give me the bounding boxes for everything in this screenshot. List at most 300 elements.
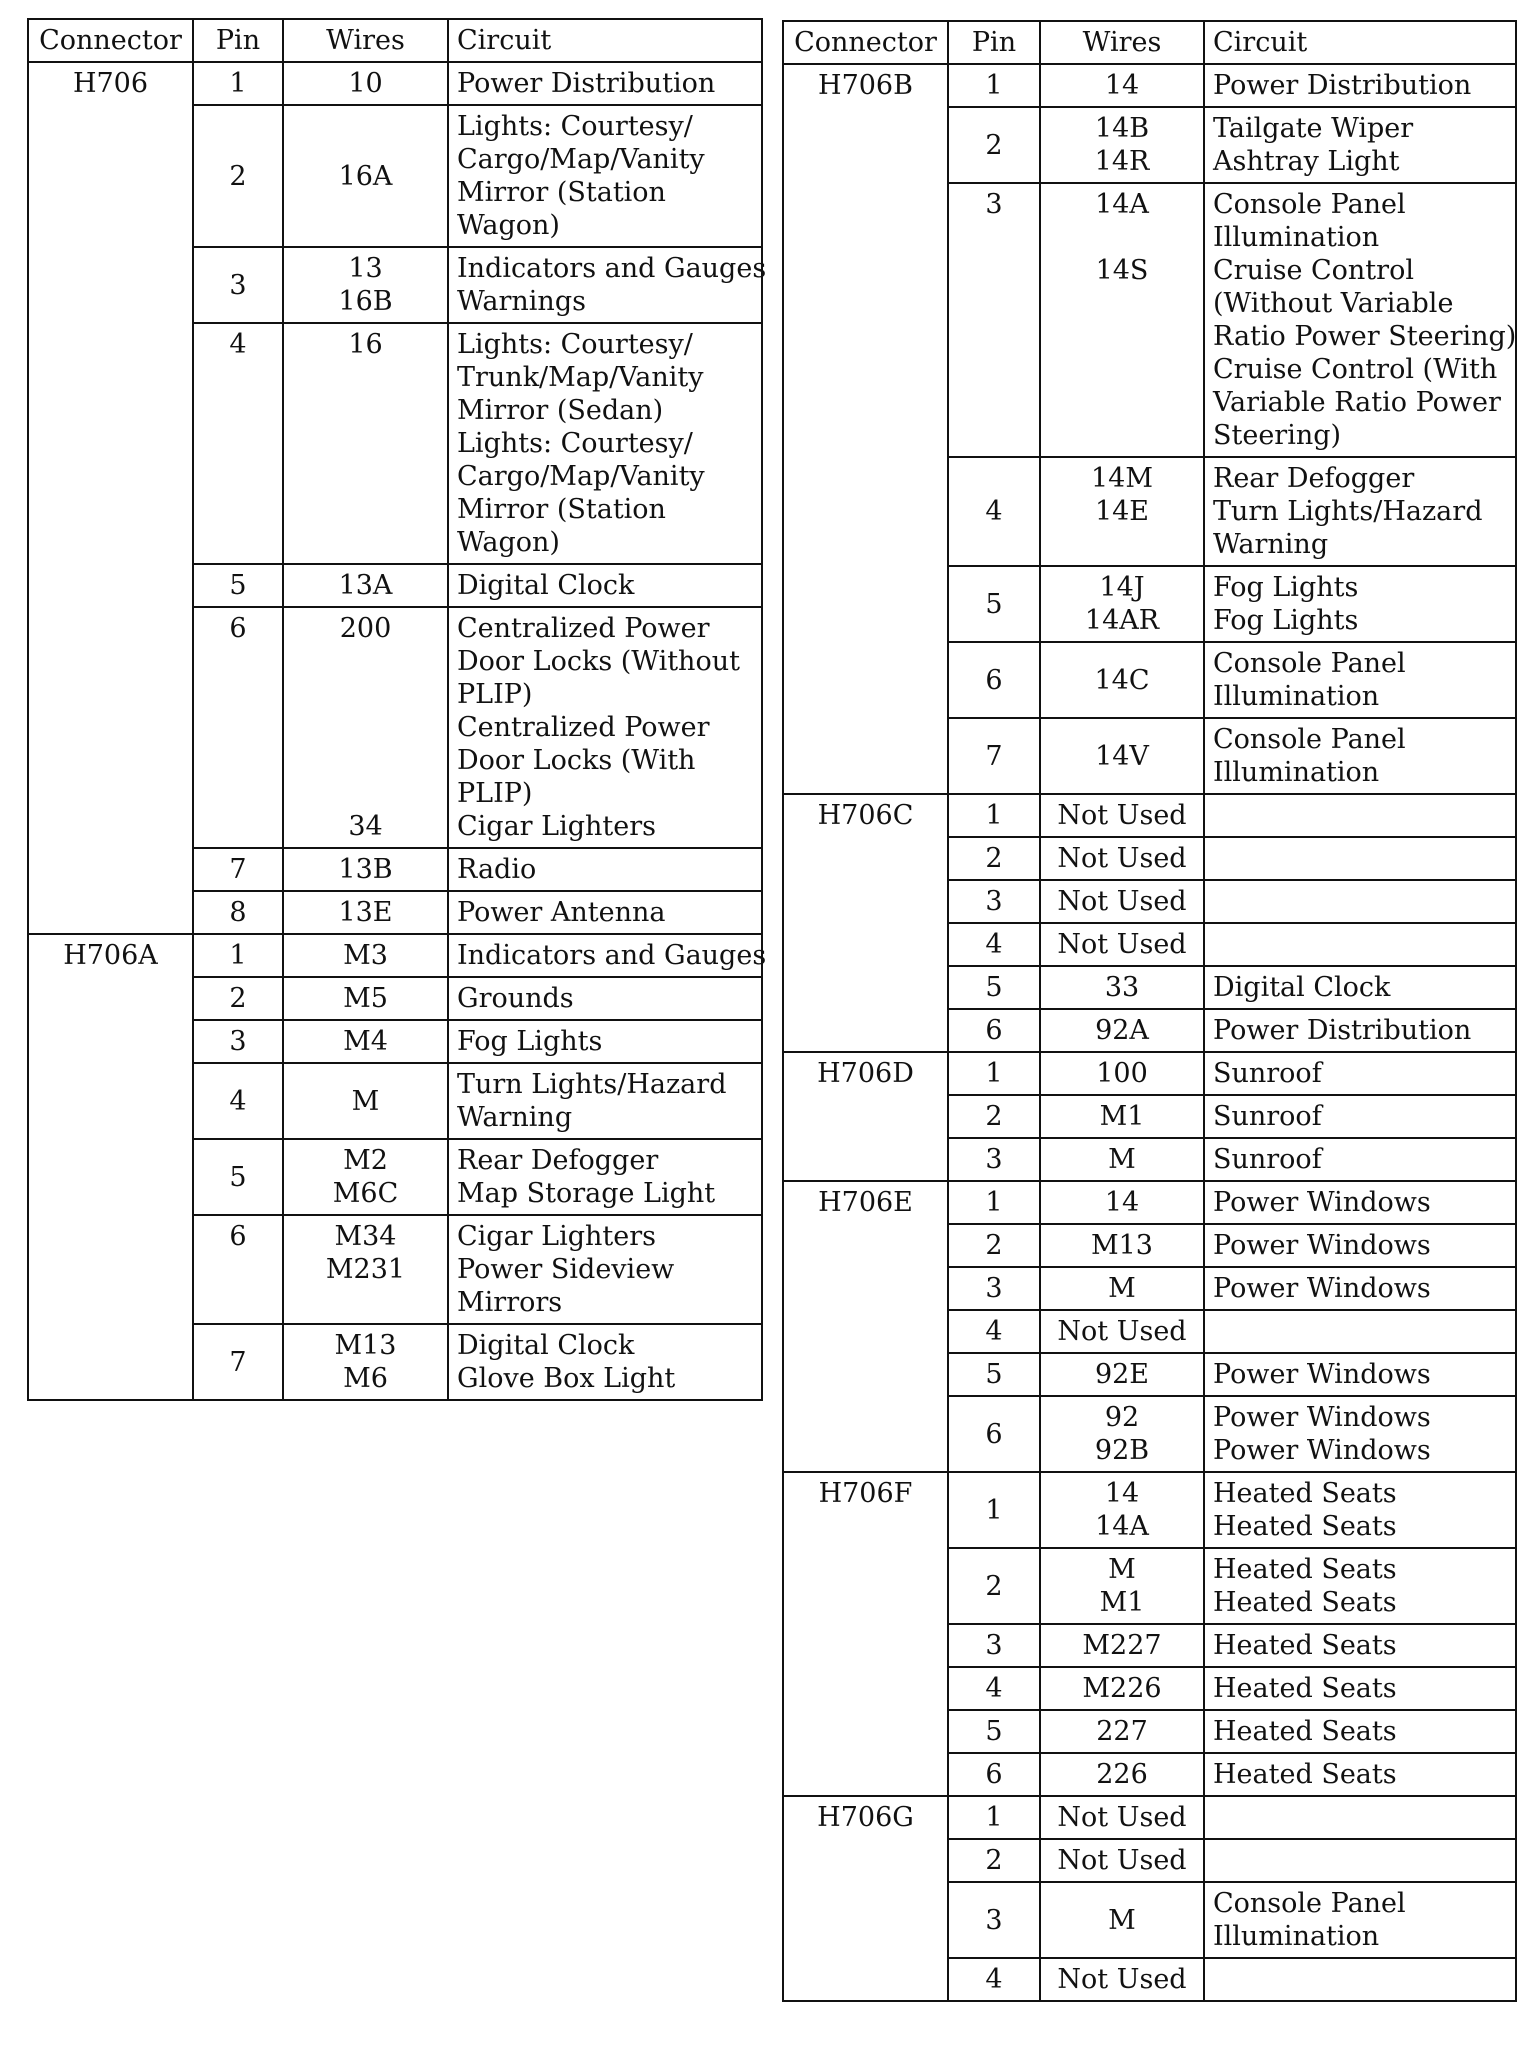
connector-label: H706B (783, 64, 948, 794)
circuit-line: Illumination (1213, 222, 1380, 253)
circuit-cell (1204, 642, 1516, 718)
circuit-cell (448, 62, 762, 105)
connector-label: H706 (28, 62, 193, 934)
wire-code: 92B (1094, 1435, 1150, 1466)
pin-number: 5 (193, 564, 283, 607)
wire-cell (283, 62, 448, 105)
pin-number: 2 (948, 1224, 1040, 1267)
circuit-line: Power Distribution (1213, 1015, 1472, 1046)
pin-number: 1 (948, 794, 1040, 837)
circuit-cell (1204, 1882, 1516, 1958)
pin-number: 3 (948, 1882, 1040, 1958)
circuit-cell (1204, 107, 1516, 183)
wire-cell (1040, 966, 1204, 1009)
wire-cell (1040, 1138, 1204, 1181)
circuit-cell (448, 848, 762, 891)
pin-number: 7 (948, 718, 1040, 794)
pin-number: 1 (948, 64, 1040, 107)
spacer (292, 777, 439, 810)
circuit-cell (1204, 1396, 1516, 1472)
circuit-line: Centralized Power (457, 712, 710, 743)
pin-number: 2 (948, 1839, 1040, 1882)
pin-number: 6 (948, 1009, 1040, 1052)
pin-number: 1 (193, 934, 283, 977)
circuit-line: Digital Clock (457, 570, 635, 601)
circuit-line: Mirror (Station (457, 177, 666, 208)
circuit-line: Cigar Lighters (457, 1221, 656, 1252)
wire-cell (283, 934, 448, 977)
circuit-cell (448, 1063, 762, 1139)
wire-code: 92E (1094, 1359, 1150, 1390)
wire-code: M13 (334, 1330, 397, 1361)
header-wires: Wires (1040, 21, 1204, 64)
circuit-cell (1204, 880, 1516, 923)
connector-label: H706D (783, 1052, 948, 1181)
circuit-line: Mirror (Station (457, 494, 666, 525)
wire-code: 92A (1095, 1015, 1149, 1046)
pin-number: 6 (948, 1753, 1040, 1796)
pin-number: 3 (948, 1624, 1040, 1667)
circuit-line: Warning (457, 1102, 573, 1133)
circuit-line: Digital Clock (457, 1330, 635, 1361)
circuit-cell (1204, 566, 1516, 642)
circuit-line: Glove Box Light (457, 1363, 676, 1394)
wire-cell (283, 247, 448, 323)
circuit-line: Mirrors (457, 1287, 563, 1318)
wire-cell (1040, 1958, 1204, 2001)
wire-code: Not Used (1057, 1316, 1187, 1347)
header-row (783, 21, 1516, 64)
wire-code: 10 (348, 68, 383, 99)
wire-code: 16 (348, 329, 383, 360)
wire-cell (283, 977, 448, 1020)
circuit-line: Heated Seats (1213, 1673, 1397, 1704)
circuit-line: Rear Defogger (457, 1145, 659, 1176)
circuit-cell (1204, 837, 1516, 880)
wire-code: 14J (1099, 572, 1145, 603)
circuit-cell (448, 564, 762, 607)
wire-code: M (1108, 1144, 1136, 1175)
header-pin: Pin (948, 21, 1040, 64)
circuit-cell (448, 934, 767, 977)
spacer (292, 678, 439, 711)
wire-code: M1 (1099, 1101, 1145, 1132)
circuit-cell (1204, 1138, 1516, 1181)
pin-number: 2 (193, 105, 283, 247)
wire-code: 33 (1104, 972, 1140, 1003)
circuit-line: Warning (1213, 529, 1329, 560)
circuit-line: Heated Seats (1213, 1630, 1397, 1661)
wire-cell (1040, 1052, 1204, 1095)
wire-code: 200 (339, 613, 392, 644)
circuit-line: Wagon) (457, 527, 560, 558)
circuit-line: Fog Lights (1213, 572, 1359, 603)
spacer (292, 711, 439, 744)
circuit-line: Cruise Control (With (1213, 354, 1498, 385)
header-circuit: Circuit (1204, 21, 1516, 64)
table-row (783, 1052, 1516, 1095)
circuit-line: Console Panel (1213, 189, 1406, 220)
wire-cell (1040, 1710, 1204, 1753)
wire-code: 14A (1095, 1511, 1149, 1542)
pin-number: 4 (948, 1667, 1040, 1710)
pin-number: 2 (948, 1095, 1040, 1138)
wire-cell (1040, 642, 1204, 718)
wire-code: M2 (343, 1145, 388, 1176)
wire-code: 92 (1104, 1402, 1140, 1433)
pin-number: 1 (948, 1052, 1040, 1095)
wire-cell (283, 105, 448, 247)
wire-cell (1040, 1224, 1204, 1267)
circuit-line: Warnings (457, 286, 586, 317)
pin-number: 5 (193, 1139, 283, 1215)
circuit-line: Heated Seats (1213, 1478, 1397, 1509)
pin-number: 5 (948, 566, 1040, 642)
wire-cell (1040, 64, 1204, 107)
wire-code: 226 (1096, 1759, 1148, 1790)
table-row (783, 1472, 1516, 1548)
circuit-line: Radio (457, 854, 537, 885)
circuit-cell (448, 891, 762, 934)
pin-number: 8 (193, 891, 283, 934)
wire-cell (283, 1215, 448, 1324)
wire-cell (283, 848, 448, 891)
header-connector: Connector (783, 21, 948, 64)
wire-code: 100 (1096, 1058, 1148, 1089)
circuit-line: Wagon) (457, 210, 560, 241)
circuit-cell (1204, 1710, 1516, 1753)
circuit-cell (448, 1139, 762, 1215)
circuit-line: (Without Variable (1213, 288, 1454, 319)
wire-cell (1040, 1181, 1204, 1224)
wire-code: 14V (1095, 740, 1149, 772)
pin-number: 3 (948, 880, 1040, 923)
pin-number: 5 (948, 966, 1040, 1009)
circuit-cell (1204, 1796, 1516, 1839)
pin-number: 1 (193, 62, 283, 105)
connector-label: H706F (783, 1472, 948, 1796)
circuit-cell (448, 323, 762, 564)
wire-code: 14B (1094, 113, 1150, 144)
wire-code: 16A (338, 160, 393, 192)
wire-cell (1040, 1396, 1204, 1472)
circuit-line: Cruise Control (1213, 255, 1414, 286)
circuit-line: Digital Clock (1213, 972, 1391, 1003)
circuit-line: Map Storage Light (457, 1178, 716, 1209)
pin-number: 4 (193, 1063, 283, 1139)
wire-code: 14E (1094, 496, 1150, 527)
circuit-line: Heated Seats (1213, 1554, 1397, 1585)
circuit-cell (448, 977, 762, 1020)
circuit-line: Power Distribution (1213, 70, 1472, 101)
wire-code: 14 (1104, 70, 1140, 101)
pin-number: 4 (948, 1310, 1040, 1353)
wire-cell (283, 891, 448, 934)
circuit-line: Sunroof (1213, 1144, 1322, 1175)
wire-cell (1040, 794, 1204, 837)
circuit-cell (448, 1324, 762, 1400)
wire-code: 13A (338, 570, 393, 601)
wire-code: 16B (338, 286, 393, 317)
circuit-line: Heated Seats (1213, 1511, 1397, 1542)
table-row (783, 1796, 1516, 1839)
wire-cell (1040, 1310, 1204, 1353)
wire-cell (1040, 1267, 1204, 1310)
circuit-cell (1204, 1353, 1516, 1396)
wire-code: M6 (343, 1363, 388, 1394)
pin-number: 6 (193, 1215, 283, 1324)
wire-cell (1040, 1882, 1204, 1958)
circuit-cell (1204, 923, 1516, 966)
circuit-line: Power Windows (1213, 1359, 1431, 1390)
wire-cell (1040, 837, 1204, 880)
wire-code: 34 (348, 811, 383, 842)
circuit-line: Turn Lights/Hazard (1213, 496, 1483, 527)
circuit-line: Indicators and Gauges (457, 940, 767, 971)
wire-code: M (1108, 1904, 1136, 1936)
circuit-line: Variable Ratio Power (1213, 387, 1501, 418)
circuit-line: Grounds (457, 983, 574, 1014)
wire-cell (1040, 1548, 1204, 1624)
circuit-cell (1204, 457, 1516, 566)
wire-cell (283, 1063, 448, 1139)
circuit-line: Ratio Power Steering) (1213, 321, 1517, 352)
wire-cell (1040, 718, 1204, 794)
circuit-line: Power Distribution (457, 68, 716, 99)
circuit-cell (448, 1215, 762, 1324)
circuit-cell (1204, 794, 1516, 837)
pin-number: 4 (193, 323, 283, 564)
wire-code: Not Used (1057, 1802, 1187, 1833)
wire-code: 13 (348, 253, 383, 284)
pin-number: 4 (948, 923, 1040, 966)
circuit-cell (1204, 1753, 1516, 1796)
circuit-line: Lights: Courtesy/ (457, 111, 693, 142)
wire-code: 13B (338, 854, 393, 885)
wire-cell (1040, 457, 1204, 566)
wire-cell (1040, 183, 1204, 457)
wire-code: M6C (332, 1178, 399, 1209)
circuit-cell (448, 247, 767, 323)
circuit-line: Centralized Power (457, 613, 710, 644)
circuit-cell (1204, 1472, 1516, 1548)
left-pinout-table (27, 18, 767, 1401)
table-row (28, 62, 762, 105)
circuit-line: Power Windows (1213, 1435, 1431, 1466)
wire-cell (1040, 1624, 1204, 1667)
circuit-line: Rear Defogger (1213, 463, 1415, 494)
wire-code: Not Used (1057, 929, 1187, 960)
pin-number: 6 (948, 642, 1040, 718)
circuit-cell (1204, 1052, 1516, 1095)
circuit-cell (1204, 1624, 1516, 1667)
wire-code: 14 (1104, 1478, 1140, 1509)
wire-cell (283, 323, 448, 564)
circuit-line: Illumination (1213, 681, 1380, 712)
pin-number: 1 (948, 1472, 1040, 1548)
wire-code: M (351, 1085, 380, 1117)
circuit-line: Power Windows (1213, 1402, 1431, 1433)
wire-cell (1040, 566, 1204, 642)
pin-number: 3 (948, 1267, 1040, 1310)
table-row (783, 794, 1516, 837)
wire-cell (1040, 923, 1204, 966)
circuit-line: Ashtray Light (1213, 146, 1400, 177)
wire-code: 14 (1104, 1187, 1140, 1218)
circuit-line: Sunroof (1213, 1058, 1322, 1089)
wire-cell (1040, 1796, 1204, 1839)
circuit-line: Power Windows (1213, 1273, 1431, 1304)
circuit-cell (1204, 1310, 1516, 1353)
circuit-line: Illumination (1213, 1921, 1380, 1952)
circuit-line: Tailgate Wiper (1213, 113, 1414, 144)
wire-code: 14C (1094, 664, 1150, 696)
pin-number: 7 (193, 1324, 283, 1400)
circuit-cell (448, 105, 762, 247)
circuit-line: Console Panel (1213, 724, 1406, 755)
wire-cell (283, 1020, 448, 1063)
circuit-line: Lights: Courtesy/ (457, 428, 693, 459)
wire-code: 14AR (1084, 605, 1160, 636)
wire-code: 14A (1095, 189, 1149, 220)
pin-number: 4 (948, 457, 1040, 566)
wire-code: Not Used (1057, 843, 1187, 874)
pin-number: 2 (193, 977, 283, 1020)
pin-number: 2 (948, 837, 1040, 880)
wire-code: Not Used (1057, 1845, 1187, 1876)
pin-number: 2 (948, 1548, 1040, 1624)
wire-cell (1040, 107, 1204, 183)
wire-code: M13 (1090, 1230, 1153, 1261)
connector-label: H706C (783, 794, 948, 1052)
wire-cell (1040, 1095, 1204, 1138)
circuit-cell (1204, 1958, 1516, 2001)
pin-number: 6 (193, 607, 283, 848)
header-wires: Wires (283, 19, 448, 62)
wire-code: 13E (338, 897, 393, 928)
circuit-cell (448, 607, 762, 848)
circuit-line: Heated Seats (1213, 1759, 1397, 1790)
circuit-line: Power Antenna (457, 897, 666, 928)
wire-cell (283, 564, 448, 607)
wire-cell (1040, 1009, 1204, 1052)
circuit-line: Power Windows (1213, 1230, 1431, 1261)
pin-number: 7 (193, 848, 283, 891)
circuit-line: Power Sideview (457, 1254, 675, 1285)
circuit-line: Mirror (Sedan) (457, 395, 664, 426)
circuit-line: Cargo/Map/Vanity (457, 144, 705, 175)
wire-cell (283, 607, 448, 848)
pin-number: 5 (948, 1710, 1040, 1753)
circuit-line: Steering) (1213, 420, 1342, 451)
circuit-line: Turn Lights/Hazard (457, 1069, 727, 1100)
wire-code: M3 (343, 940, 388, 971)
pin-number: 3 (948, 1138, 1040, 1181)
circuit-line: Door Locks (With (457, 745, 696, 776)
wire-code: Not Used (1057, 886, 1187, 917)
wire-code: 14M (1090, 463, 1153, 494)
circuit-line: Illumination (1213, 757, 1380, 788)
wire-code: M231 (325, 1254, 406, 1285)
pin-number: 3 (193, 247, 283, 323)
circuit-cell (1204, 1667, 1516, 1710)
connector-label: H706G (783, 1796, 948, 2001)
wire-cell (283, 1139, 448, 1215)
circuit-cell (1204, 183, 1516, 457)
circuit-line: PLIP) (457, 778, 533, 809)
circuit-line: Sunroof (1213, 1101, 1322, 1132)
pin-number: 3 (193, 1020, 283, 1063)
circuit-line: Console Panel (1213, 648, 1406, 679)
header-connector: Connector (28, 19, 193, 62)
pin-number: 1 (948, 1796, 1040, 1839)
spacer (292, 744, 439, 777)
header-pin: Pin (193, 19, 283, 62)
wire-code: M34 (334, 1221, 397, 1252)
table-row (783, 1181, 1516, 1224)
circuit-line: Heated Seats (1213, 1587, 1397, 1618)
wire-cell (1040, 1472, 1204, 1548)
circuit-cell (1204, 1267, 1516, 1310)
circuit-cell (448, 1020, 762, 1063)
wire-code: Not Used (1057, 800, 1187, 831)
circuit-cell (1204, 1548, 1516, 1624)
pin-number: 5 (948, 1353, 1040, 1396)
circuit-line: Cargo/Map/Vanity (457, 461, 705, 492)
wire-code: M1 (1099, 1587, 1145, 1618)
pin-number: 2 (948, 107, 1040, 183)
circuit-cell (1204, 1009, 1516, 1052)
circuit-line: Power Windows (1213, 1187, 1431, 1218)
wire-code: M4 (343, 1026, 388, 1057)
wire-code: M (1108, 1554, 1136, 1585)
circuit-cell (1204, 1095, 1516, 1138)
wire-cell (1040, 1353, 1204, 1396)
wire-code: M (1108, 1273, 1136, 1304)
header-row (28, 19, 762, 62)
wire-cell (1040, 1667, 1204, 1710)
circuit-line: Console Panel (1213, 1888, 1406, 1919)
circuit-cell (1204, 1839, 1516, 1882)
wire-code: Not Used (1057, 1964, 1187, 1995)
right-pinout-table (782, 20, 1517, 2002)
table-row (28, 934, 762, 977)
circuit-line: Heated Seats (1213, 1716, 1397, 1747)
wire-code: M227 (1082, 1630, 1162, 1661)
connector-label: H706E (783, 1181, 948, 1472)
circuit-line: Indicators and Gauges (457, 253, 767, 284)
wire-code: 14R (1094, 146, 1150, 177)
circuit-line: PLIP) (457, 679, 533, 710)
circuit-cell (1204, 1224, 1516, 1267)
circuit-line: Trunk/Map/Vanity (457, 362, 704, 393)
circuit-line: Door Locks (Without (457, 646, 740, 677)
circuit-cell (1204, 718, 1516, 794)
wire-cell (283, 1324, 448, 1400)
circuit-line: Fog Lights (1213, 605, 1359, 636)
wire-code: 14S (1095, 255, 1149, 286)
circuit-line: Lights: Courtesy/ (457, 329, 693, 360)
wire-code: 227 (1096, 1716, 1148, 1747)
pin-number: 1 (948, 1181, 1040, 1224)
pin-number: 4 (948, 1958, 1040, 2001)
spacer (1049, 221, 1195, 254)
circuit-line: Fog Lights (457, 1026, 603, 1057)
wire-cell (1040, 1839, 1204, 1882)
wire-code: M226 (1082, 1673, 1162, 1704)
circuit-cell (1204, 64, 1516, 107)
pin-number: 3 (948, 183, 1040, 457)
